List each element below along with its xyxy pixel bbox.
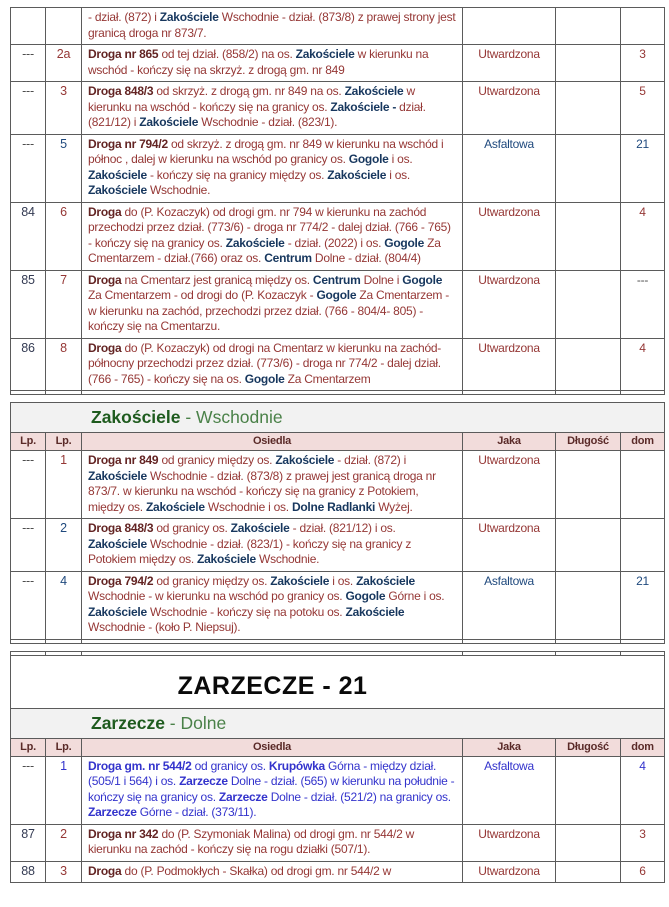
roads-table <box>10 651 665 884</box>
osiedla-text-segment: Zakościele <box>275 453 335 467</box>
osiedla-text-segment: Zakościele <box>344 84 404 98</box>
osiedla-text-segment: Zakościele <box>145 499 205 514</box>
cell-osiedla <box>82 134 463 202</box>
cell-dlugosc <box>556 45 621 82</box>
cell-dlugosc <box>556 338 621 391</box>
osiedla-text-segment: od granicy między os. <box>156 573 271 588</box>
osiedla-text-segment: od granicy os. <box>153 521 231 535</box>
osiedla-text-segment: Zakościele <box>197 552 256 566</box>
cell-osiedla <box>82 8 463 45</box>
osiedla-text-segment: dział. (821/12) i <box>88 99 426 129</box>
cell-osiedla <box>82 519 463 572</box>
cell-jaka <box>463 8 556 45</box>
cell-jaka: Utwardzona <box>463 338 556 391</box>
spacer-cell <box>556 639 621 643</box>
osiedla-text-segment: Zakościele <box>88 604 147 619</box>
cell-dom: 6 <box>621 861 665 883</box>
osiedla-text-segment: Dolne - dział. (565) w kierunku na południe - kończy się na granicy os. <box>88 774 455 804</box>
roads-table-zarzecze-dolne <box>0 651 669 884</box>
cell-lp2: 8 <box>46 338 82 391</box>
osiedla-text-segment: Zakościele <box>356 573 415 588</box>
osiedla-text-segment: Zakościele <box>88 167 147 182</box>
section-name: Zarzecze <box>91 712 165 733</box>
spacer-cell <box>46 391 82 395</box>
table-row <box>11 824 665 861</box>
table-row <box>11 45 665 82</box>
osiedla-text-segment: Dolne Radlanki <box>291 499 376 514</box>
cell-dlugosc <box>556 756 621 824</box>
cell-lp2: 2a <box>46 45 82 82</box>
cell-lp2: 5 <box>46 134 82 202</box>
osiedla-text-segment: Krupówka <box>268 758 325 773</box>
cell-lp1: 88 <box>11 861 46 883</box>
cell-jaka: Utwardzona <box>463 861 556 883</box>
osiedla-text-segment: Wschodnie. <box>255 552 320 566</box>
osiedla-text-segment: do (P. Kozaczyk) od drogi na Cmentarz w kierunku na zachód-północny przechodzi przez dział. (773/6) - droga nr 774/2 - dalej dział. (766 - 765) - kończy się na os. <box>88 340 442 386</box>
osiedla-text-segment: Dolne - dział. (521/2) na granicy os. <box>267 789 451 804</box>
cell-osiedla <box>82 45 463 82</box>
cell-osiedla <box>82 451 463 519</box>
osiedla-text-segment: Wschodnie. <box>146 183 211 197</box>
spacer-cell <box>46 639 82 643</box>
osiedla-text-segment: od skrzyż. z drogą gm. nr 849 w kierunku na wschód i północ , dalej w kierunku na wschód po granicy os. <box>88 136 444 166</box>
cell-jaka: Asfaltowa <box>463 571 556 639</box>
cell-lp1 <box>11 8 46 45</box>
spacer-cell <box>82 391 463 395</box>
cell-dom: 21 <box>621 571 665 639</box>
table-row <box>11 134 665 202</box>
osiedla-text-segment: Centrum <box>312 272 361 287</box>
spacer-cell <box>463 639 556 643</box>
settlement-title: ZARZECZE - 21 <box>177 671 368 700</box>
osiedla-text-segment: Zakościele <box>270 573 330 588</box>
col-header-jaka: Jaka <box>463 738 556 756</box>
osiedla-text-segment: na Cmentarz jest granicą między os. <box>121 272 313 287</box>
osiedla-text-segment: i os. <box>386 167 410 182</box>
cell-lp1: --- <box>11 571 46 639</box>
osiedla-text-segment: Droga nr 794/2 <box>88 136 171 151</box>
table-row <box>11 82 665 135</box>
cell-jaka: Utwardzona <box>463 202 556 270</box>
cell-lp2: 3 <box>46 82 82 135</box>
osiedla-text-segment: Droga <box>88 863 125 878</box>
cell-jaka: Utwardzona <box>463 451 556 519</box>
section-suffix: - Dolne <box>164 712 227 733</box>
cell-osiedla <box>82 824 463 861</box>
cell-dom <box>621 451 665 519</box>
osiedla-text-segment: Wschodnie - kończy się na potoku os. <box>146 604 346 619</box>
column-header-row <box>11 738 665 756</box>
osiedla-text-segment: od granicy os. <box>191 758 269 773</box>
col-header-dlugosc: Długość <box>556 738 621 756</box>
cell-lp2: 4 <box>46 571 82 639</box>
cell-dom: 4 <box>621 338 665 391</box>
osiedla-text-segment: Zakościele <box>88 468 147 483</box>
cell-lp1: --- <box>11 134 46 202</box>
osiedla-text-segment: Za Cmentarzem - dział.(766) oraz os. <box>88 235 441 265</box>
spacer-cell <box>463 391 556 395</box>
cell-dlugosc <box>556 519 621 572</box>
cell-lp1: --- <box>11 756 46 824</box>
osiedla-text-segment: do (P. Kozaczyk) od drogi gm. nr 794 w kierunku na zachód przechodzi przez dział. (773/6) - droga nr 774/2 - dalej dział. (766 - 765) - kończy się na granicy os. <box>88 204 451 250</box>
cell-dom <box>621 8 665 45</box>
cell-osiedla <box>82 861 463 883</box>
cell-dom <box>621 519 665 572</box>
osiedla-text-segment: od granicy między os. <box>161 453 276 467</box>
cell-lp2: 1 <box>46 451 82 519</box>
spacer-cell <box>556 391 621 395</box>
table-row <box>11 519 665 572</box>
osiedla-text-segment: w kierunku na wschód - kończy się na skrzyż. z drogą gm. nr 849 <box>88 47 429 77</box>
cell-osiedla <box>82 270 463 338</box>
cell-lp1: 85 <box>11 270 46 338</box>
cell-osiedla <box>82 202 463 270</box>
cell-osiedla <box>82 756 463 824</box>
osiedla-text-segment: Zakościele <box>88 536 147 551</box>
osiedla-text-segment: Gogole <box>316 288 357 302</box>
cell-dlugosc <box>556 861 621 883</box>
osiedla-text-segment: Droga 794/2 <box>88 573 157 588</box>
osiedla-text-segment: Za Cmentarzem - w kierunku na zachód, przechodzi przez dział. (766 - 804/4- 805) - kończy się na Cmentarzu. <box>88 288 449 333</box>
osiedla-text-segment: Wschodnie - dział. (873/8) z prawej jest granicą droga nr 873/7. w kierunku na wschód - kończy się na granicy z Potokiem, między os. <box>88 468 436 514</box>
col-header-lp2: Lp. <box>46 433 82 451</box>
spacer-row <box>11 639 665 643</box>
osiedla-text-segment: i os. <box>329 573 357 588</box>
osiedla-text-segment: Dolne i <box>360 272 403 287</box>
cell-dlugosc <box>556 82 621 135</box>
table-row <box>11 571 665 639</box>
col-header-osiedla: Osiedla <box>82 738 463 756</box>
section-header-cell <box>11 708 665 738</box>
cell-dlugosc <box>556 134 621 202</box>
cell-lp2: 1 <box>46 756 82 824</box>
cell-lp2: 2 <box>46 824 82 861</box>
osiedla-text-segment: Gogole <box>384 235 425 250</box>
cell-lp2: 7 <box>46 270 82 338</box>
osiedla-text-segment: Za Cmentarzem - od drogi do (P. Kozaczyk - <box>88 288 317 302</box>
osiedla-text-segment: Zakościele <box>225 235 285 250</box>
osiedla-text-segment: Zarzecze <box>88 805 137 819</box>
osiedla-text-segment: - dział. (2022) i os. <box>284 235 385 250</box>
cell-jaka: Utwardzona <box>463 270 556 338</box>
spacer-row <box>11 391 665 395</box>
osiedla-text-segment: do (P. Szymoniak Malina) od drogi gm. nr 544/2 w kierunku na zachód - kończy się na rogu działki (507/1). <box>88 826 415 856</box>
cell-dlugosc <box>556 824 621 861</box>
osiedla-text-segment: Zakościele <box>295 47 355 61</box>
osiedla-text-segment: Droga <box>88 340 122 355</box>
cell-jaka: Asfaltowa <box>463 134 556 202</box>
osiedla-text-segment: - dział. (872) i <box>88 10 160 24</box>
osiedla-text-segment: Centrum <box>264 251 312 265</box>
roads-table <box>10 7 665 395</box>
table-row <box>11 861 665 883</box>
osiedla-text-segment: Za Cmentarzem <box>284 371 371 386</box>
osiedla-text-segment: Droga gm. nr 544/2 <box>88 758 192 773</box>
cell-dlugosc <box>556 451 621 519</box>
osiedla-text-segment: Gogole <box>402 272 443 287</box>
settlement-title-cell <box>11 655 665 708</box>
roads-table-zakosciele-wschodnie <box>0 402 669 644</box>
cell-lp1: --- <box>11 45 46 82</box>
cell-lp1: --- <box>11 519 46 572</box>
cell-jaka: Utwardzona <box>463 519 556 572</box>
osiedla-text-segment: Gogole <box>345 589 386 603</box>
osiedla-text-segment: Zakościele <box>345 604 405 619</box>
cell-lp1: 87 <box>11 824 46 861</box>
cell-dlugosc <box>556 571 621 639</box>
cell-dom: 3 <box>621 45 665 82</box>
osiedla-text-segment: Droga 848/3 <box>88 521 154 535</box>
osiedla-text-segment: Zakościele <box>327 167 387 182</box>
osiedla-text-segment: - kończy się na granicy między os. <box>146 167 328 182</box>
cell-dom: --- <box>621 270 665 338</box>
cell-osiedla <box>82 82 463 135</box>
cell-lp1: 84 <box>11 202 46 270</box>
cell-jaka: Utwardzona <box>463 45 556 82</box>
col-header-dlugosc: Długość <box>556 433 621 451</box>
osiedla-text-segment: i os. <box>388 152 413 166</box>
section-name: Zakościele <box>91 407 181 427</box>
spacer-cell <box>621 391 665 395</box>
osiedla-text-segment: Zakościele <box>88 183 147 197</box>
osiedla-text-segment: do (P. Podmokłych - Skałka) od drogi gm. nr 544/2 w <box>124 863 392 878</box>
osiedla-text-segment: Górne i os. <box>385 589 445 603</box>
col-header-jaka: Jaka <box>463 433 556 451</box>
osiedla-text-segment: od skrzyż. z drogą gm. nr 849 na os. <box>156 84 345 98</box>
table-row <box>11 270 665 338</box>
col-header-dom: dom <box>621 433 665 451</box>
osiedla-text-segment: Droga nr 865 <box>88 47 162 61</box>
cell-lp1: --- <box>11 451 46 519</box>
section-header-row <box>11 403 665 433</box>
table-row <box>11 756 665 824</box>
osiedla-text-segment: Dolne - dział. (804/4) <box>311 251 421 265</box>
osiedla-text-segment: od tej dział. (858/2) na os. <box>161 47 296 61</box>
osiedla-text-segment: Droga <box>88 272 122 287</box>
spacer-cell <box>82 639 463 643</box>
table-row <box>11 338 665 391</box>
cell-dom: 4 <box>621 756 665 824</box>
osiedla-text-segment: Wschodnie i os. <box>204 499 292 514</box>
section-suffix: - Wschodnie <box>180 407 283 427</box>
cell-lp2: 6 <box>46 202 82 270</box>
osiedla-text-segment: - dział. (872) i <box>334 453 406 467</box>
column-header-row <box>11 433 665 451</box>
cell-lp1: --- <box>11 82 46 135</box>
section-header-row <box>11 708 665 738</box>
osiedla-text-segment: Wschodnie - w kierunku na wschód po granicy os. <box>88 589 346 603</box>
roads-table <box>10 402 665 644</box>
col-header-lp1: Lp. <box>11 433 46 451</box>
cell-dlugosc <box>556 270 621 338</box>
osiedla-text-segment: Zakościele <box>230 521 290 535</box>
osiedla-text-segment: Zakościele <box>139 115 199 129</box>
cell-dom: 3 <box>621 824 665 861</box>
table-row <box>11 451 665 519</box>
section-header-cell <box>11 403 665 433</box>
table-row <box>11 8 665 45</box>
osiedla-text-segment: Wschodnie - dział. (823/1) - kończy się na granicy z Potokiem między os. <box>88 536 412 566</box>
osiedla-text-segment: Górna - między dział. (505/1 i 564) i os. <box>88 758 437 788</box>
osiedla-text-segment: Wschodnie - (koło P. Niepsuj). <box>88 620 241 634</box>
table-row <box>11 202 665 270</box>
osiedla-text-segment: Zakościele <box>159 10 219 24</box>
cell-dom: 21 <box>621 134 665 202</box>
col-header-lp1: Lp. <box>11 738 46 756</box>
osiedla-text-segment: - dział. (821/12) i os. <box>289 521 396 535</box>
cell-dom: 5 <box>621 82 665 135</box>
cell-dom: 4 <box>621 202 665 270</box>
spacer-cell <box>11 639 46 643</box>
osiedla-text-segment: w kierunku na wschód - kończy się na granicy os. <box>88 84 415 114</box>
osiedla-text-segment: Gogole <box>348 152 389 166</box>
cell-dlugosc <box>556 202 621 270</box>
col-header-dom: dom <box>621 738 665 756</box>
cell-osiedla <box>82 571 463 639</box>
cell-lp2: 3 <box>46 861 82 883</box>
cell-jaka: Asfaltowa <box>463 756 556 824</box>
roads-table-zakosciele-continuation <box>0 7 669 395</box>
osiedla-text-segment: Zarzecze <box>218 789 268 804</box>
cell-lp2: 2 <box>46 519 82 572</box>
osiedla-text-segment: Wschodnie - dział. (823/1). <box>198 115 338 129</box>
osiedla-text-segment: Wschodnie - dział. (873/8) z prawej strony jest granicą droga nr 873/7. <box>88 10 456 40</box>
spacer-cell <box>11 391 46 395</box>
col-header-lp2: Lp. <box>46 738 82 756</box>
osiedla-text-segment: Wyżej. <box>375 499 413 514</box>
osiedla-text-segment: Zakościele - <box>330 99 400 114</box>
cell-osiedla <box>82 338 463 391</box>
cell-dlugosc <box>556 8 621 45</box>
osiedla-text-segment: Droga nr 849 <box>88 453 162 467</box>
cell-jaka: Utwardzona <box>463 824 556 861</box>
osiedla-text-segment: Gogole <box>244 371 285 386</box>
osiedla-text-segment: Droga 848/3 <box>88 84 157 98</box>
cell-lp1: 86 <box>11 338 46 391</box>
osiedla-text-segment: Droga <box>88 204 122 219</box>
col-header-osiedla: Osiedla <box>82 433 463 451</box>
settlement-title-row <box>11 655 665 708</box>
osiedla-text-segment: Górne - dział. (373/11). <box>136 805 257 819</box>
cell-lp2 <box>46 8 82 45</box>
spacer-cell <box>621 639 665 643</box>
osiedla-text-segment: Zarzecze <box>179 774 228 788</box>
cell-jaka: Utwardzona <box>463 82 556 135</box>
osiedla-text-segment: Droga nr 342 <box>88 826 162 841</box>
